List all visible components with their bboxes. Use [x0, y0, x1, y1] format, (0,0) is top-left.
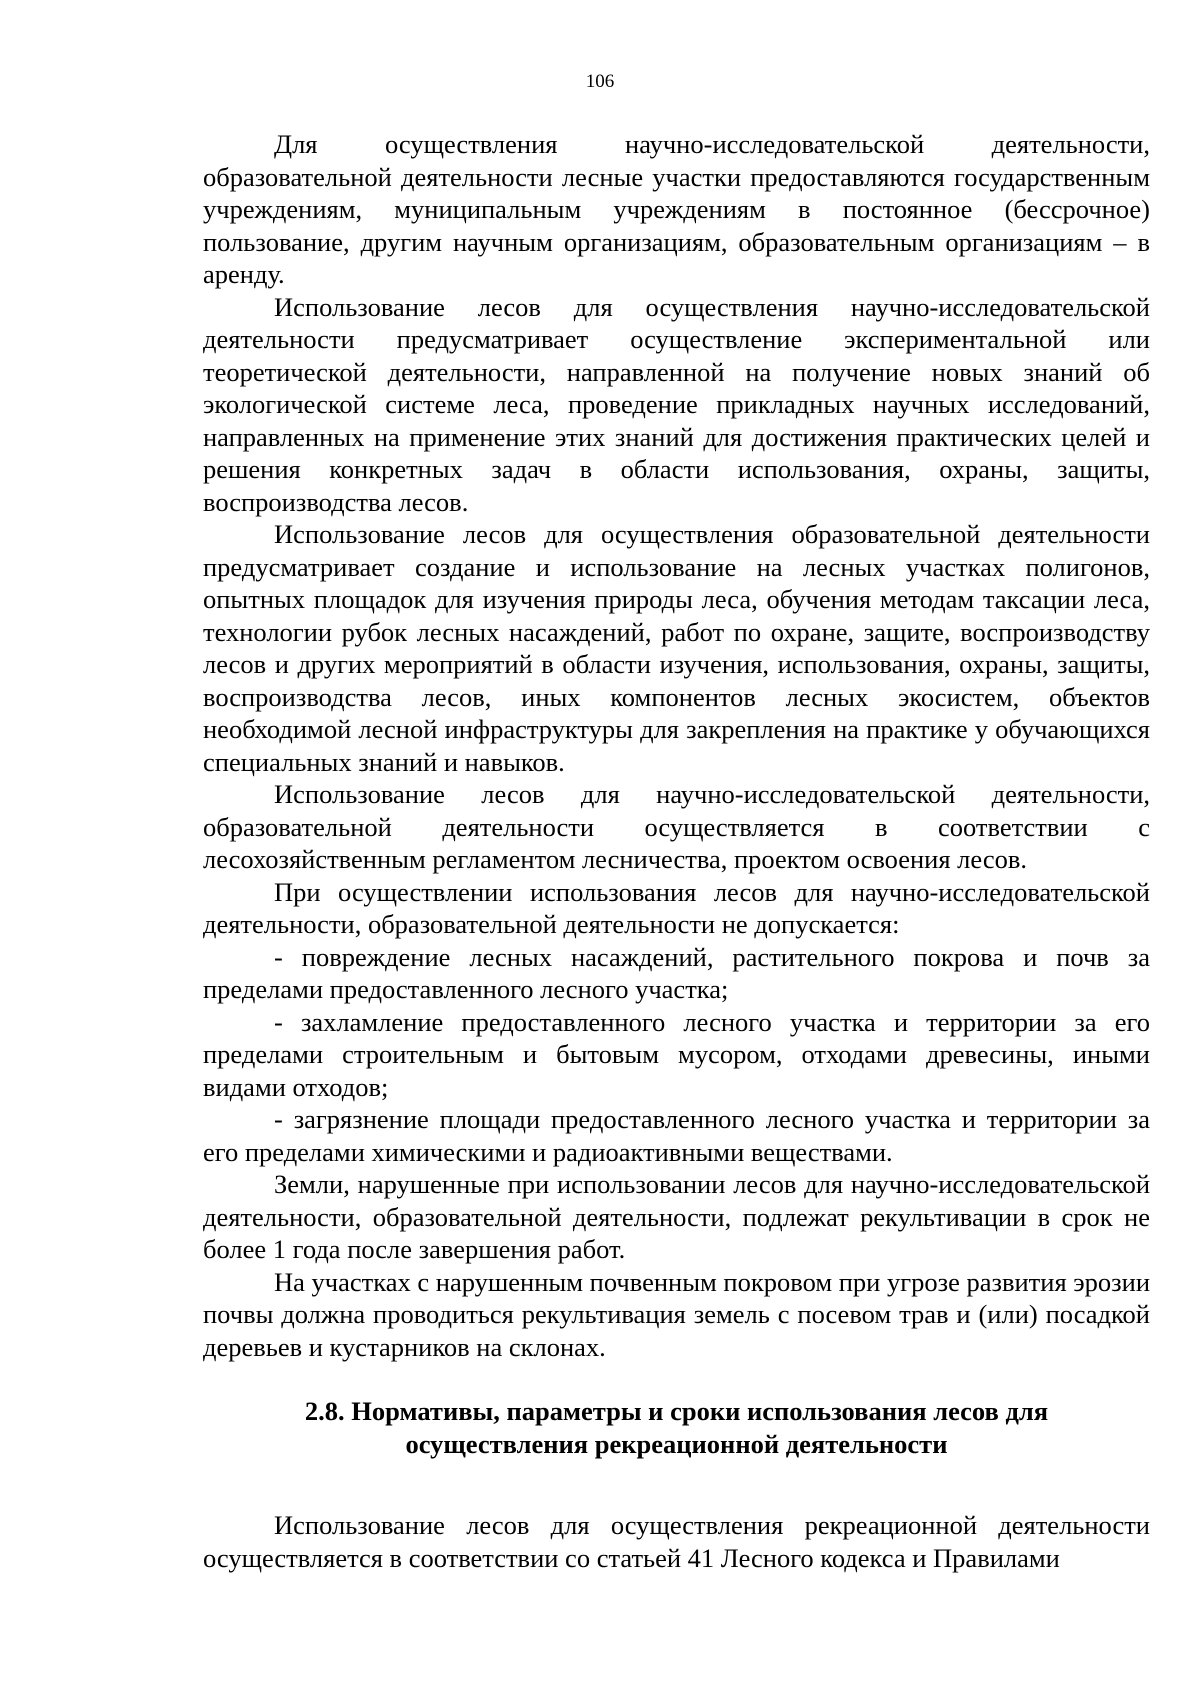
paragraph: Использование лесов для научно-исследовательской деятельности, образовательной деятельности осуществляется в соответствии с лесохозяйственным регламентом лесничества, проектом освоения лесов.	[203, 779, 1150, 874]
paragraph: На участках с нарушенным почвенным покровом при угрозе развития эрозии почвы должна проводиться рекультивация земель с посевом трав и (или) посадкой деревьев и кустарников на склонах.	[203, 1266, 1150, 1362]
section-heading-line: 2.8. Нормативы, параметры и сроки использования лесов для	[304, 1396, 1049, 1426]
section-heading-line: осуществления рекреационной деятельности	[405, 1429, 948, 1459]
paragraph: Использование лесов для осуществления рекреационной деятельности осуществляется в соответствии со статьей 41 Лесного кодекса и Правилами	[203, 1510, 1150, 1573]
list-item: - повреждение лесных насаждений, растительного покрова и почв за пределами предоставленного лесного участка;	[203, 941, 1150, 1004]
section-heading	[203, 1395, 1150, 1461]
list-item: - захламление предоставленного лесного участка и территории за его пределами строительным и бытовым мусором, отходами древесины, иными видами отходов;	[203, 1006, 1150, 1102]
document-body	[203, 128, 1150, 1574]
paragraph: При осуществлении использования лесов для научно-исследовательской деятельности, образовательной деятельности не допускается:	[203, 876, 1150, 939]
list-item: - загрязнение площади предоставленного лесного участка и территории за его пределами химическими и радиоактивными веществами.	[203, 1104, 1150, 1167]
paragraph: Для осуществления научно-исследовательской деятельности, образовательной деятельности лесные участки предоставляются государственным учреждениям, муниципальным учреждениям в постоянное (бессрочное) пользование, другим научным организациям, образовательным организациям – в аренду.	[203, 129, 1150, 289]
paragraph: Использование лесов для осуществления научно-исследовательской деятельности предусматривает осуществление экспериментальной или теоретической деятельности, направленной на получение новых знаний об экологической системе леса, проведение прикладных научных исследований, направленных на применение этих знаний для достижения практических целей и решения конкретных задач в области использования, охраны, защиты, воспроизводства лесов.	[203, 291, 1150, 517]
page-number: 106	[585, 71, 615, 92]
paragraph: Использование лесов для осуществления образовательной деятельности предусматривает создание и использование на лесных участках полигонов, опытных площадок для изучения природы леса, обучения методам таксации леса, технологии рубок лесных насаждений, работ по охране, защите, воспроизводству лесов и других мероприятий в области изучения, использования, охраны, защиты, воспроизводства лесов, иных компонентов лесных экосистем, объектов необходимой лесной инфраструктуры для закрепления на практике у обучающихся специальных знаний и навыков.	[203, 519, 1150, 777]
paragraph: Земли, нарушенные при использовании лесов для научно-исследовательской деятельности, образовательной деятельности, подлежат рекультивации в срок не более 1 года после завершения работ.	[203, 1169, 1150, 1264]
